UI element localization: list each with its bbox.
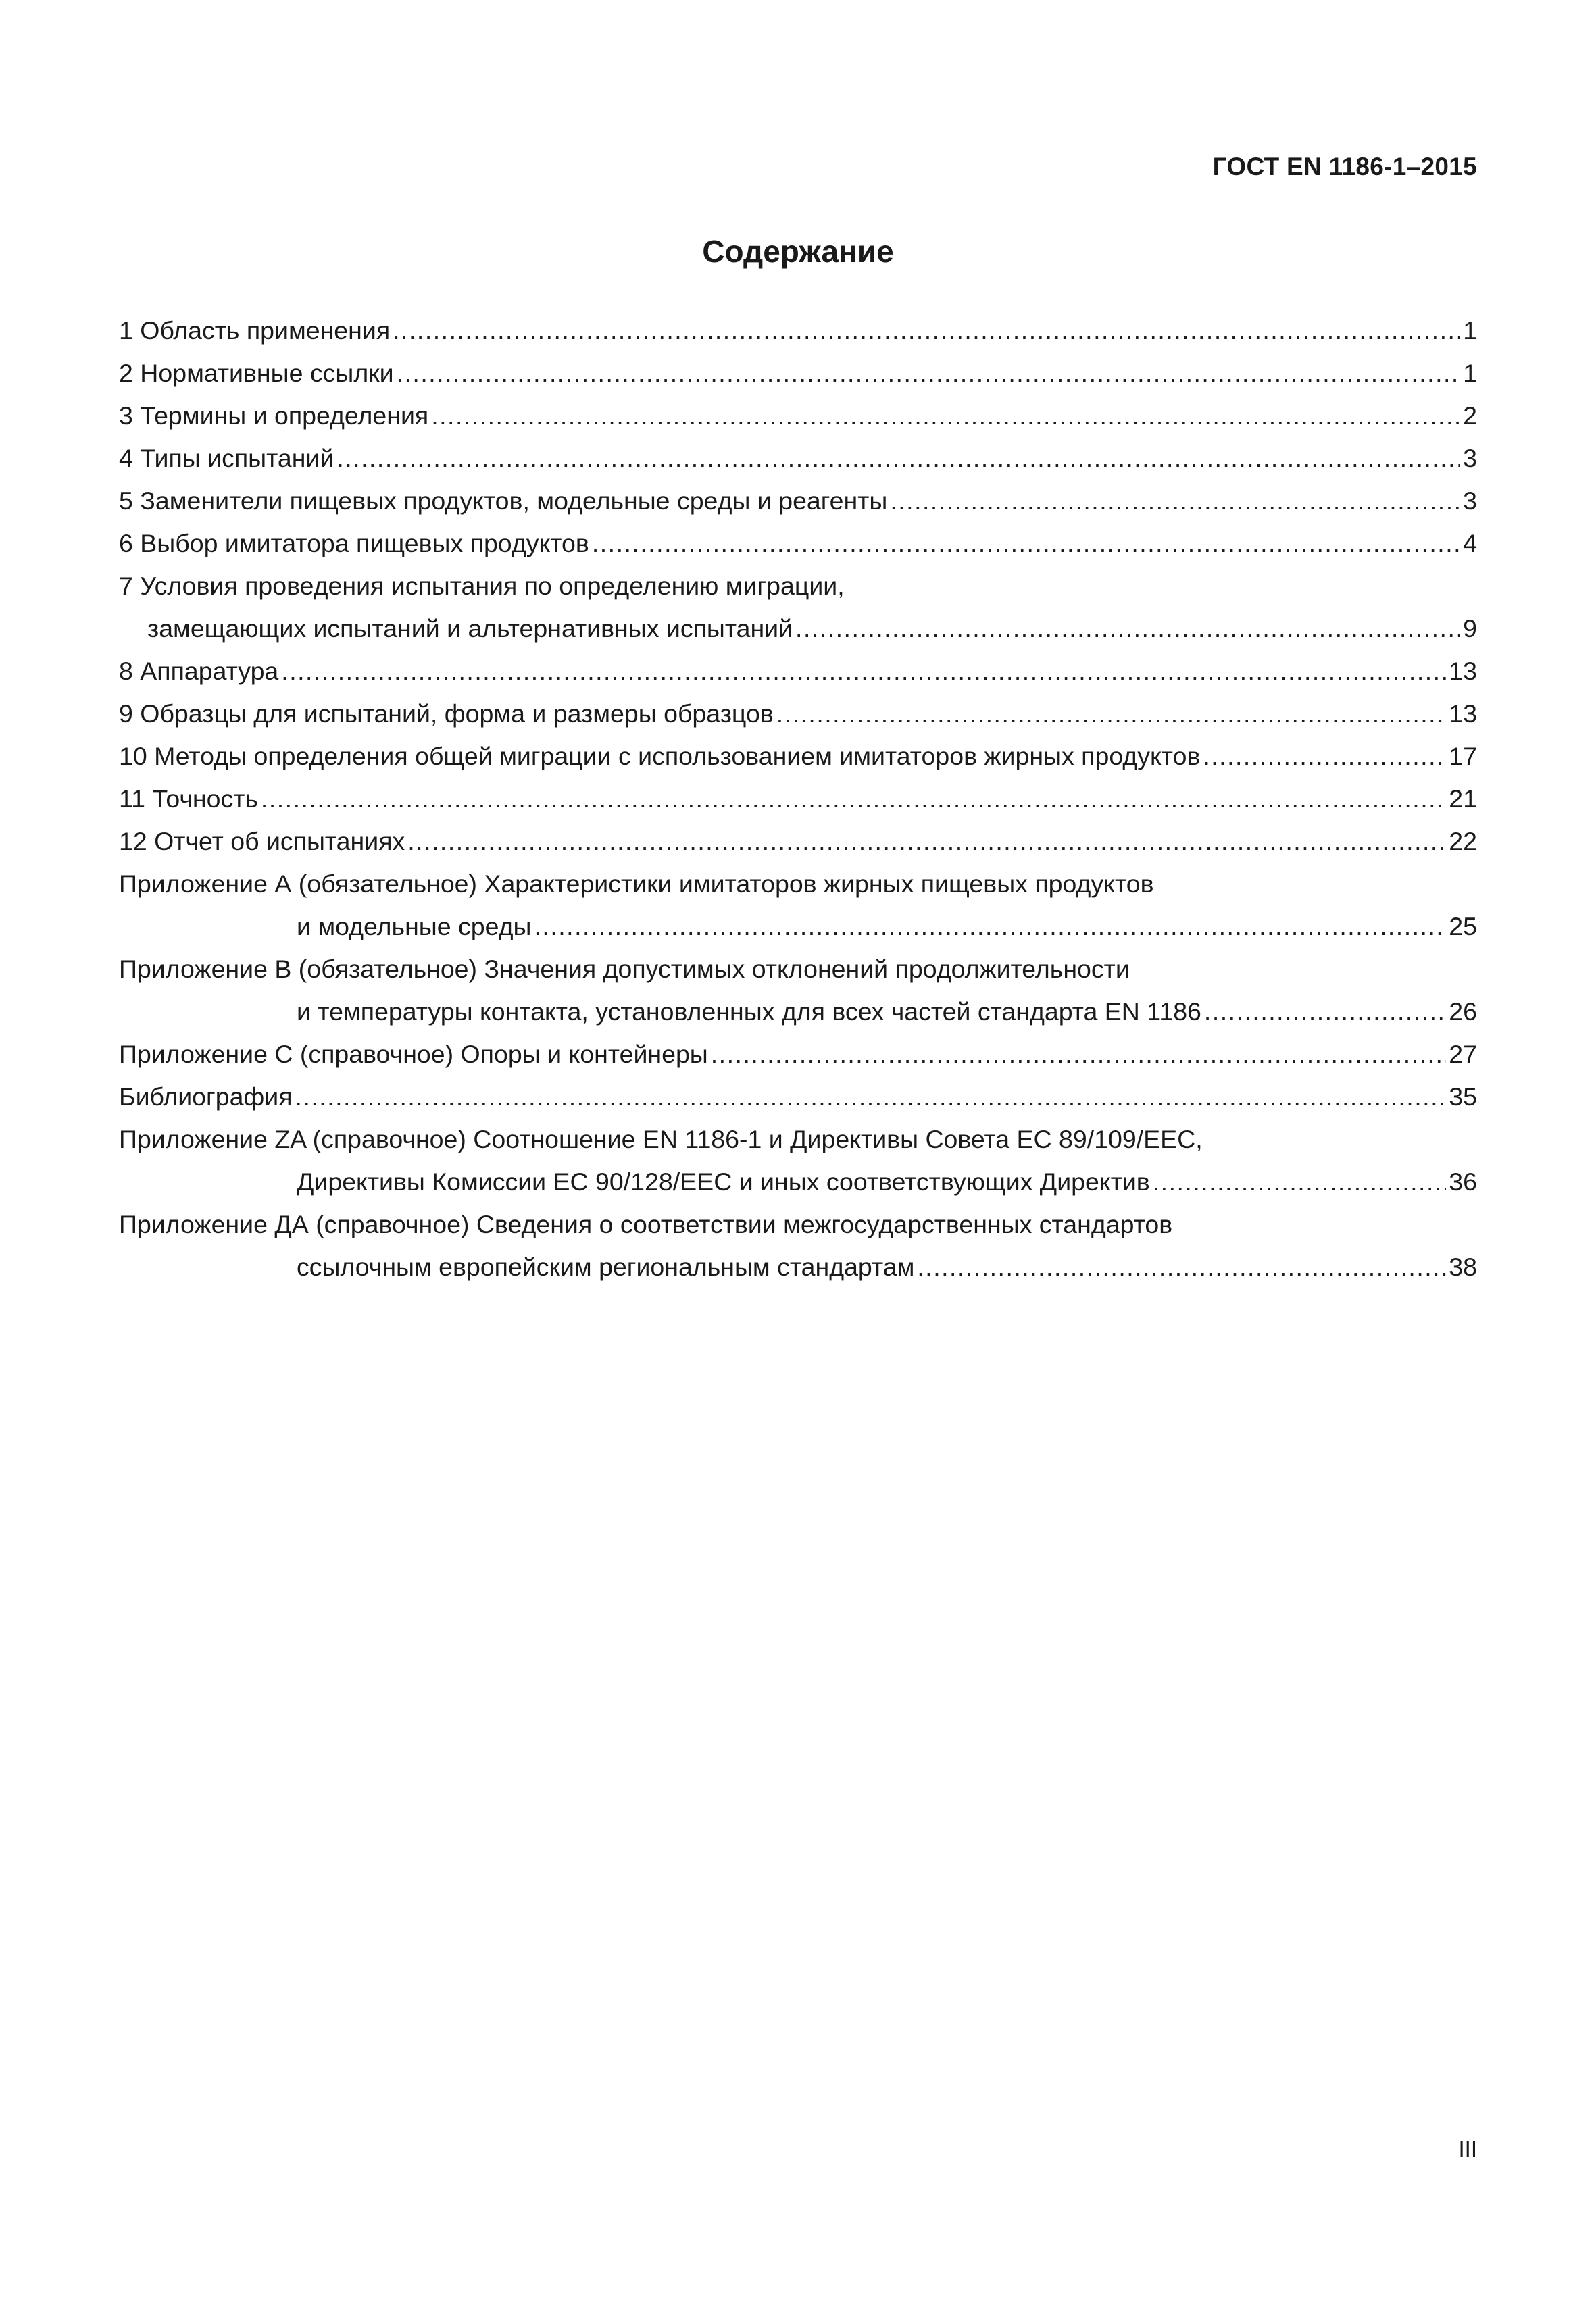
toc-leader — [261, 778, 1446, 820]
document-header-code: ГОСТ EN 1186-1–2015 — [1212, 153, 1477, 180]
toc-leader — [1203, 735, 1446, 778]
toc-entry-section-7-line-1[interactable] — [119, 565, 1477, 607]
toc-entry-text: 4 Типы испытаний — [119, 444, 334, 472]
toc-entry-text: Библиография — [119, 1082, 293, 1111]
toc-entry-section-2[interactable] — [119, 352, 1477, 395]
toc-entry-text: 7 Условия проведения испытания по определению миграции, — [119, 572, 845, 600]
toc-page-number: 4 — [1463, 529, 1477, 557]
toc-entry-appendix-da-line-1[interactable] — [119, 1203, 1477, 1246]
toc-entry-section-10[interactable] — [119, 735, 1477, 778]
toc-entry-section-9[interactable] — [119, 693, 1477, 735]
toc-page-number: 35 — [1449, 1082, 1477, 1111]
toc-entry-section-7-line-2[interactable] — [119, 607, 1477, 650]
toc-leader — [592, 522, 1460, 565]
toc-leader — [1204, 990, 1446, 1033]
toc-leader — [393, 309, 1460, 352]
toc-entry-appendix-za-line-2[interactable] — [119, 1161, 1477, 1203]
toc-leader — [407, 820, 1446, 863]
toc-entry-text: 5 Заменители пищевых продуктов, модельные среды и реагенты — [119, 486, 888, 515]
toc-entry-appendix-b-line-2[interactable] — [119, 990, 1477, 1033]
page-number-footer: III — [1458, 2136, 1477, 2161]
toc-entry-text: Приложение А (обязательное) Характеристики имитаторов жирных пищевых продуктов — [119, 870, 1154, 898]
toc-leader — [917, 1246, 1446, 1288]
toc-entry-appendix-a-line-2[interactable] — [119, 905, 1477, 948]
toc-entry-appendix-a-line-1[interactable] — [119, 863, 1477, 905]
toc-entry-text: и температуры контакта, установленных для всех частей стандарта EN 1186 — [297, 997, 1201, 1026]
toc-entry-section-6[interactable] — [119, 522, 1477, 565]
toc-page-number: 26 — [1449, 997, 1477, 1026]
toc-entry-text: Приложение ZA (справочное) Соотношение EN 1186-1 и Директивы Совета ЕС 89/109/ЕЕС, — [119, 1125, 1203, 1153]
toc-page-number: 13 — [1449, 699, 1477, 728]
toc-entry-section-5[interactable] — [119, 480, 1477, 522]
table-of-contents — [119, 309, 1477, 1288]
toc-entry-text: Приложение С (справочное) Опоры и контейнеры — [119, 1040, 708, 1068]
toc-entry-section-8[interactable] — [119, 650, 1477, 693]
toc-page-number: 13 — [1449, 657, 1477, 685]
toc-entry-section-12[interactable] — [119, 820, 1477, 863]
toc-page-number: 1 — [1463, 316, 1477, 345]
toc-entry-text: 10 Методы определения общей миграции с использованием имитаторов жирных продуктов — [119, 742, 1201, 770]
toc-leader — [397, 352, 1461, 395]
toc-page-number: 38 — [1449, 1253, 1477, 1281]
toc-entry-text: 6 Выбор имитатора пищевых продуктов — [119, 529, 589, 557]
toc-entry-text: 1 Область применения — [119, 316, 391, 345]
toc-entry-section-4[interactable] — [119, 437, 1477, 480]
toc-leader — [295, 1076, 1447, 1118]
toc-page-number: 36 — [1449, 1167, 1477, 1196]
toc-leader — [431, 395, 1460, 437]
page-title: Содержание — [702, 234, 894, 269]
toc-page-number: 9 — [1463, 614, 1477, 643]
toc-leader — [711, 1033, 1447, 1076]
toc-page-number: 1 — [1463, 359, 1477, 387]
toc-entry-text: 9 Образцы для испытаний, форма и размеры образцов — [119, 699, 774, 728]
toc-page-number: 21 — [1449, 784, 1477, 813]
toc-leader — [281, 650, 1446, 693]
toc-entry-appendix-c[interactable] — [119, 1033, 1477, 1076]
toc-entry-section-1[interactable] — [119, 309, 1477, 352]
toc-leader — [1153, 1161, 1447, 1203]
toc-leader — [336, 437, 1460, 480]
toc-entry-text: 11 Точность — [119, 784, 258, 813]
toc-entry-text: 3 Термины и определения — [119, 401, 429, 430]
toc-entry-appendix-b-line-1[interactable] — [119, 948, 1477, 990]
toc-entry-text: 8 Аппаратура — [119, 657, 279, 685]
toc-leader — [795, 607, 1460, 650]
toc-leader — [776, 693, 1447, 735]
toc-page-number: 25 — [1449, 912, 1477, 940]
toc-leader — [890, 480, 1460, 522]
toc-entry-section-11[interactable] — [119, 778, 1477, 820]
toc-page-number: 27 — [1449, 1040, 1477, 1068]
toc-page-number: 3 — [1463, 444, 1477, 472]
toc-entry-appendix-da-line-2[interactable] — [119, 1246, 1477, 1288]
toc-entry-text: ссылочным европейским региональным стандартам — [297, 1253, 915, 1281]
toc-entry-section-3[interactable] — [119, 395, 1477, 437]
toc-entry-bibliography[interactable] — [119, 1076, 1477, 1118]
toc-entry-text: Приложение ДА (справочное) Сведения о соответствии межгосударственных стандартов — [119, 1210, 1173, 1238]
toc-entry-text: 12 Отчет об испытаниях — [119, 827, 405, 855]
toc-entry-text: Директивы Комиссии ЕС 90/128/ЕЕС и иных соответствующих Директив — [297, 1167, 1150, 1196]
toc-page-number: 2 — [1463, 401, 1477, 430]
toc-leader — [534, 905, 1447, 948]
toc-entry-text: 2 Нормативные ссылки — [119, 359, 394, 387]
toc-entry-text: и модельные среды — [297, 912, 532, 940]
toc-entry-text: Приложение В (обязательное) Значения допустимых отклонений продолжительности — [119, 955, 1130, 983]
toc-page-number: 17 — [1449, 742, 1477, 770]
toc-entry-text: замещающих испытаний и альтернативных испытаний — [147, 614, 793, 643]
toc-entry-appendix-za-line-1[interactable] — [119, 1118, 1477, 1161]
toc-page-number: 22 — [1449, 827, 1477, 855]
toc-page-number: 3 — [1463, 486, 1477, 515]
